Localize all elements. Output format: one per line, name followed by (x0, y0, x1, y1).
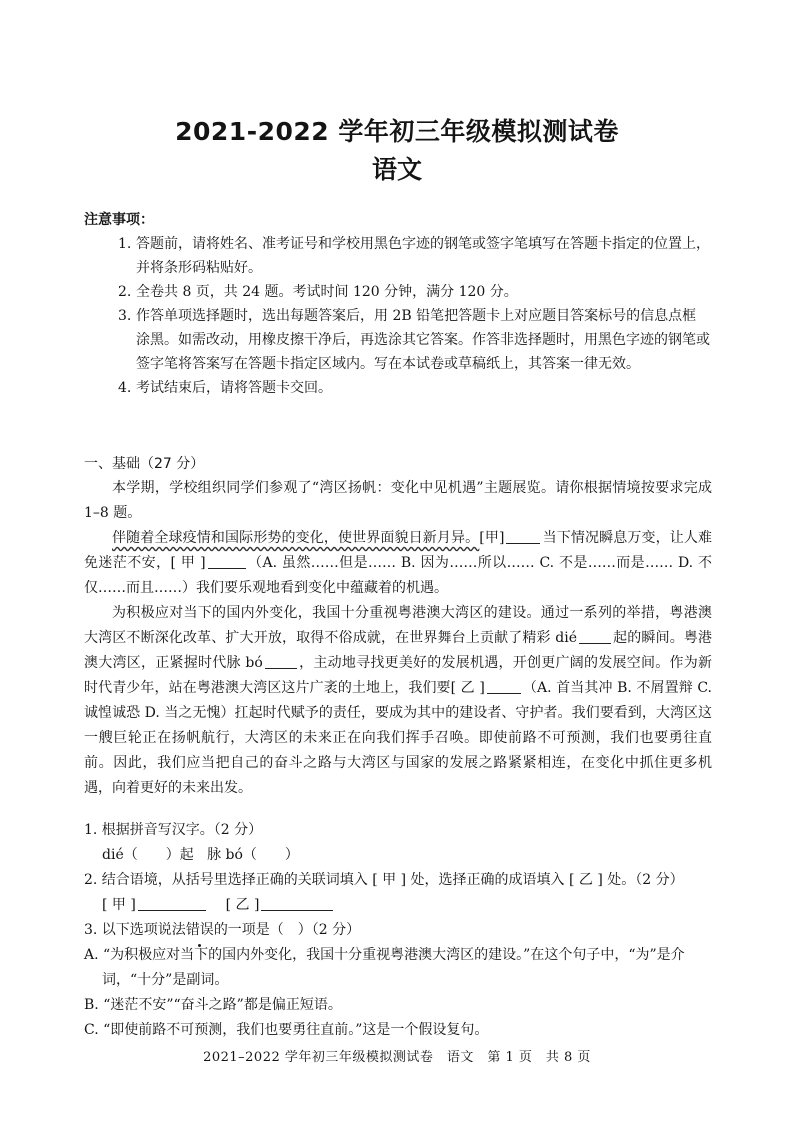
question-1 (84, 818, 724, 868)
notice-item (118, 232, 710, 280)
notice-item-number: 3. (118, 308, 132, 324)
passage-paragraph-2 (84, 601, 712, 801)
question-stem: 3. 以下选项说法错误的一项是（ ）（2 分） (84, 918, 724, 943)
question-2 (84, 868, 724, 918)
option-b: B. “迷茫不安”“奋斗之路”都是偏正短语。 (84, 997, 342, 1013)
notice-item (118, 280, 710, 304)
notice-item-text: 考试结束后，请将答题卡交回。 (136, 380, 332, 396)
notice-item (118, 376, 710, 400)
option-a: A. “为积极应对当下的国内外变化，我国十分重视粤港澳大湾区的建设。”在这个句子中，“为”是介词，“十分”是副词。 (84, 947, 685, 988)
answer-blank (506, 528, 540, 544)
passage-text: （A. 首当其冲 B. 不屑置辩 C. 诚惶诚恐 D. 当之无愧）扛起时代赋予的责任，要成为其中的建设者、守护者。我们要看到，大湾区这一艘巨轮正在扬帆航行，大湾区的未来正在向我们挥手召唤。即使前路不可预测，我们也要勇往直前。因此，我们应当把自己的奋斗之路与大湾区与国家的发展之路紧紧相连，在变化中抓住更多机遇，向着更好的未来出发。 (84, 680, 713, 796)
passage-text: 起的瞬间。粤港澳大湾区，正紧握时代脉 bó (84, 630, 712, 671)
emphasis-dotted-text: 错误 (186, 918, 214, 943)
notice-list (118, 232, 710, 400)
notice-item-text: 答题前，请将姓名、准考证号和学校用黑色字迹的钢笔或签字笔填写在答题卡指定的位置上，并将条形码粘贴好。 (136, 236, 710, 276)
question-stem: 1. 根据拼音写汉字。（2 分） (84, 822, 263, 838)
notice-item (118, 304, 710, 376)
marker-jia: [甲] (479, 530, 505, 546)
question-stem: 2. 结合语境，从括号里选择正确的关联词填入 [ 甲 ] 处，选择正确的成语填入 [ 乙 ] 处。（2 分） (84, 872, 684, 888)
answer-slot: 脉 bó（ ） (207, 847, 299, 863)
question-answer-line (84, 893, 724, 918)
passage-text: 为积极应对当下的国内外变化，我国十分重视粤港澳大湾区的建设。通过一系列的举措，粤港澳大湾区不断深化改革、扩大开放，取得不俗成就，在世界舞台上贡献了精彩 dié (84, 605, 712, 646)
option-c: C. “即使前路不可预测，我们也要勇往直前。”这是一个假设复句。 (84, 1022, 489, 1038)
passage-text: （A. 虽然……但是…… B. 因为……所以…… C. 不是……而是…… D. 不仅……而且……）我们要乐观地看到变化中蕴藏着的机遇。 (84, 555, 713, 596)
notice-item-text: 全卷共 8 页，共 24 题。考试时间 120 分钟，满分 120 分。 (136, 284, 518, 300)
notice-item-number: 1. (118, 236, 132, 252)
notice-item-number: 4. (118, 380, 132, 396)
notice-item-text: 作答单项选择题时，选出每题答案后，用 2B 铅笔把答题卡上对应题目答案标号的信息点框涂黑。如需改动，用橡皮擦干净后，再选涂其它答案。作答非选择题时，用黑色字迹的钢笔或签字笔将答案写在答题卡指定区域内。写在本试卷或草稿纸上，其答案一律无效。 (136, 308, 710, 372)
answer-blank (138, 895, 206, 911)
page-footer: 2021–2022 学年初三年级模拟测试卷 语文 第 1 页 共 8 页 (203, 1050, 591, 1065)
answer-blank (208, 553, 246, 569)
answer-blank (487, 678, 521, 694)
answer-blank (579, 628, 611, 644)
exam-subject: 语文 (371, 155, 422, 184)
answer-blank (261, 895, 333, 911)
wavy-underlined-sentence: 伴随着全球疫情和国际形势的变化，使世界面貌日新月异。 (112, 530, 480, 546)
marker-jia: [ 甲 ] (170, 555, 206, 571)
answer-slot: dié（ ）起 (102, 847, 194, 863)
notice-item-number: 2. (118, 284, 132, 300)
passage-intro: 本学期，学校组织同学们参观了“湾区扬帆：变化中见机遇”主题展览。请你根据情境按要求完成 1–8 题。 (84, 480, 712, 521)
marker-yi: [ 乙 ] (225, 897, 260, 913)
section-heading: 一、基础（27 分） (84, 456, 205, 472)
marker-yi: [ 乙 ] (450, 680, 485, 696)
passage-text: ，主动地寻找更美好的发展机遇，开创更广阔的发展空间。作为新时代青少年，站在粤港澳大湾区这片广袤的土地上，我们要 (84, 655, 713, 696)
reading-passage (84, 476, 712, 801)
question-3 (84, 918, 724, 1043)
passage-text: 当下情况瞬息万变，让人难免迷茫不安， (84, 530, 713, 571)
notice-heading: 注意事项： (84, 212, 154, 228)
exam-title: 2021-2022 学年初三年级模拟测试卷 (175, 117, 619, 146)
marker-jia: [ 甲 ] (102, 897, 136, 913)
answer-blank (265, 653, 297, 669)
question-answer-line (84, 843, 724, 868)
passage-paragraph-1 (84, 526, 712, 601)
